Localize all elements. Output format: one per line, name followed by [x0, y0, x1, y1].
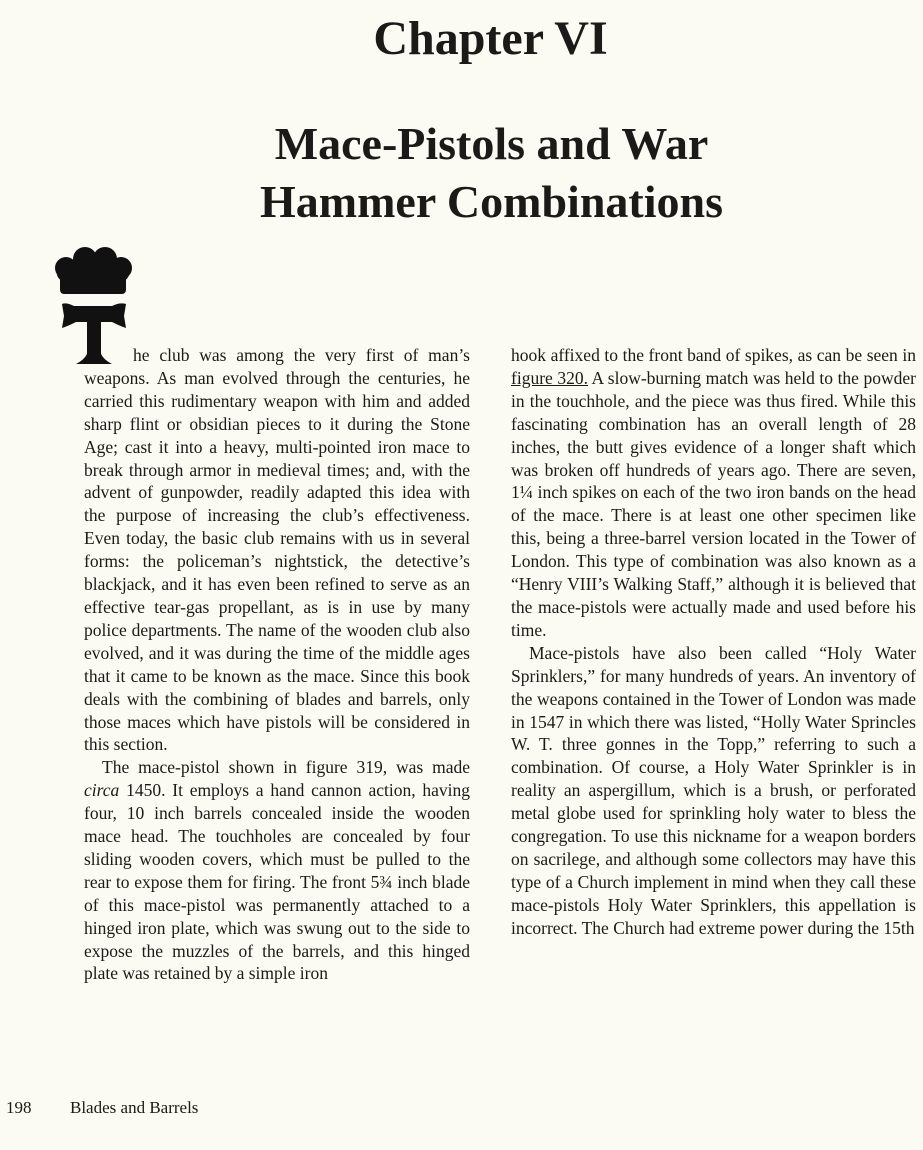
left-column: [84, 344, 470, 985]
chapter-label: Chapter VI: [373, 12, 608, 65]
chapter-title-line-2: Hammer Combinations: [260, 176, 723, 227]
page-footer: [6, 1098, 198, 1118]
right-column: [511, 344, 916, 940]
running-title: Blades and Barrels: [70, 1098, 199, 1117]
figure-reference: figure 320.: [511, 367, 588, 388]
paragraph: [84, 756, 470, 985]
paragraph-text: Mace-pistols have also been called “Holy Water Sprinklers,” for many hundreds of years. An inventory of the weapons contained in the Tower of London was made in 1547 in which there was listed, “Holly Water Sprincles W. T. three gonnes in the Topp,” referring to such a combination. Of course, a Holy Water Sprinkler is in reality an aspergillum, which is a brush, or perforated metal globe used for sprinkling holy water to bless the congregation. To use this nickname for a weapon borders on sacrilege, and although some collectors may have this type of a Church implement in mind when they call these mace-pistols Holy Water Sprinklers, this appellation is incorrect. The Church had extreme power during the 15th: [511, 642, 916, 938]
chapter-title-line-1: Mace-Pistols and War: [274, 118, 709, 169]
page-number: 198: [6, 1098, 32, 1117]
paragraph-text: 1450. It employs a hand cannon action, having four, 10 inch barrels concealed inside the wooden mace head. The touchholes are concealed by four sliding wooden covers, which must be pulled to the rear to expose them for firing. The front 5¾ inch blade of this mace-pistol was permanently attached to a hinged iron plate, which was swung out to the side to expose the muzzles of the barrels, and this hinged plate was retained by a simple iron: [84, 780, 470, 984]
paragraph: [511, 642, 916, 940]
paragraph-text: A slow-burning match was held to the powder in the touchhole, and the piece was thus fired. While this fascinating combination has an overall length of 28 inches, the butt gives evidence of a longer shaft which was broken off hundreds of years ago. There are seven, 1¼ inch spikes on each of the two iron bands on the head of the mace. There is at least one other specimen like this, being a three-barrel version located in the Tower of London. This type of combination was also known as a “Henry VIII’s Walking Staff,” although it is believed that the mace-pistols were actually made and used before his time.: [511, 367, 916, 640]
paragraph: [84, 344, 470, 756]
italic-term: circa: [84, 780, 120, 801]
paragraph-text: The mace-pistol shown in figure 319, was made: [102, 757, 470, 778]
paragraph-text: hook affixed to the front band of spikes, as can be seen in: [511, 345, 916, 365]
paragraph: [511, 344, 916, 642]
paragraph-text: he club was among the very first of man’s weapons. As man evolved through the centuries, he carried this rudimentary weapon with him and added sharp flint or obsidian pieces to it during the Stone Age; cast it into a heavy, multi-pointed iron mace to break through armor in medieval times; and, with the advent of gunpowder, readily adapted this idea with the purpose of increasing the club’s effectiveness. Even today, the basic club remains with us in several forms: the policeman’s nightstick, the detective’s blackjack, and it has even been refined to serve as an effective tear-gas propellant, as is in use by many police departments. The name of the wooden club also evolved, and it was during the time of the middle ages that it came to be known as the mace. Since this book deals with the combining of blades and barrels, only those maces which have pistols will be considered in this section.: [84, 345, 470, 755]
chapter-title: [0, 115, 923, 231]
